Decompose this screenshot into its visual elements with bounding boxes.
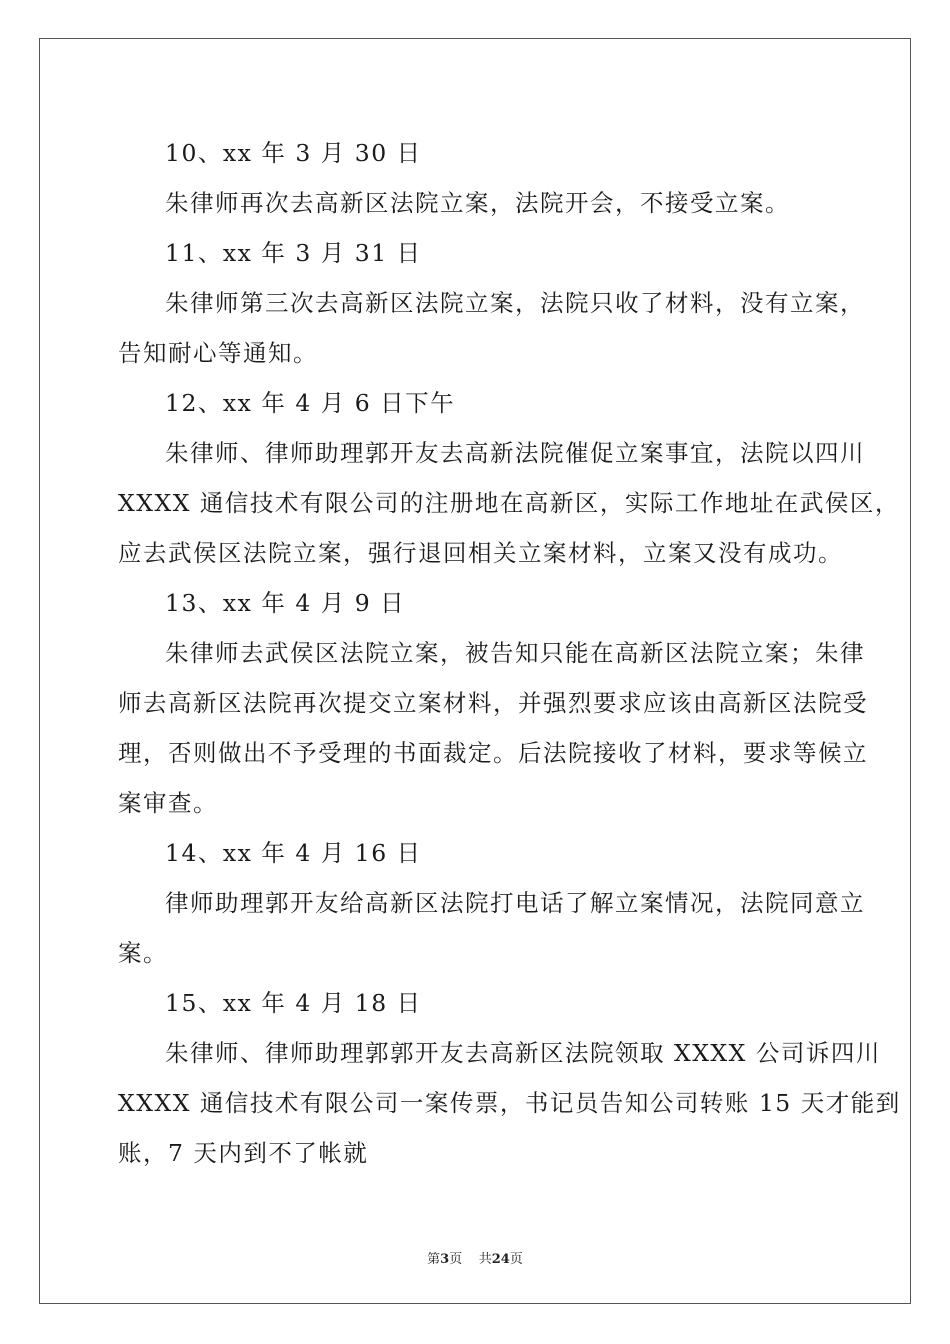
paragraph-line: 12、xx 年 4 月 6 日下午 xyxy=(165,389,456,417)
paragraph-line: 朱律师再次去高新区法院立案，法院开会，不接受立案。 xyxy=(165,189,790,217)
paragraph-line: 案审查。 xyxy=(118,789,218,817)
paragraph-line: 案。 xyxy=(118,939,168,967)
paragraph-line: 10、xx 年 3 月 30 日 xyxy=(165,139,422,167)
footer-total-suffix: 页 xyxy=(509,1252,523,1267)
paragraph-line: 15、xx 年 4 月 18 日 xyxy=(165,989,422,1017)
paragraph-line: 朱律师第三次去高新区法院立案，法院只收了材料，没有立案， xyxy=(165,289,865,317)
paragraph-line: 律师助理郭开友给高新区法院打电话了解立案情况，法院同意立 xyxy=(165,889,865,917)
page-footer xyxy=(0,1248,950,1267)
footer-page-prefix: 第 xyxy=(427,1252,441,1267)
paragraph-line: 应去武侯区法院立案，强行退回相关立案材料，立案又没有成功。 xyxy=(118,539,843,567)
footer-total-prefix: 共 xyxy=(478,1252,492,1267)
paragraph-line: 理，否则做出不予受理的书面裁定。后法院接收了材料，要求等候立 xyxy=(118,739,868,767)
paragraph-line: 朱律师、律师助理郭开友去高新法院催促立案事宜，法院以四川 xyxy=(165,439,865,467)
paragraph-line: 14、xx 年 4 月 16 日 xyxy=(165,839,422,867)
paragraph-line: 11、xx 年 3 月 31 日 xyxy=(165,239,422,267)
footer-page-number: 3 xyxy=(440,1252,450,1267)
paragraph-line: XXXX 通信技术有限公司一案传票，书记员告知公司转账 15 天才能到 xyxy=(118,1089,901,1117)
footer-total-pages: 24 xyxy=(491,1252,510,1267)
paragraph-line: 师去高新区法院再次提交立案材料，并强烈要求应该由高新区法院受 xyxy=(118,689,868,717)
paragraph-line: 告知耐心等通知。 xyxy=(118,339,318,367)
paragraph-line: XXXX 通信技术有限公司的注册地在高新区，实际工作地址在武侯区， xyxy=(118,489,900,517)
paragraph-line: 13、xx 年 4 月 9 日 xyxy=(165,589,406,617)
document-body xyxy=(118,128,901,1178)
paragraph-line: 朱律师、律师助理郭郭开友去高新区法院领取 XXXX 公司诉四川 xyxy=(165,1039,881,1067)
paragraph-line: 朱律师去武侯区法院立案，被告知只能在高新区法院立案；朱律 xyxy=(165,639,865,667)
paragraph-line: 账，7 天内到不了帐就 xyxy=(118,1139,369,1167)
footer-page-suffix: 页 xyxy=(449,1252,463,1267)
